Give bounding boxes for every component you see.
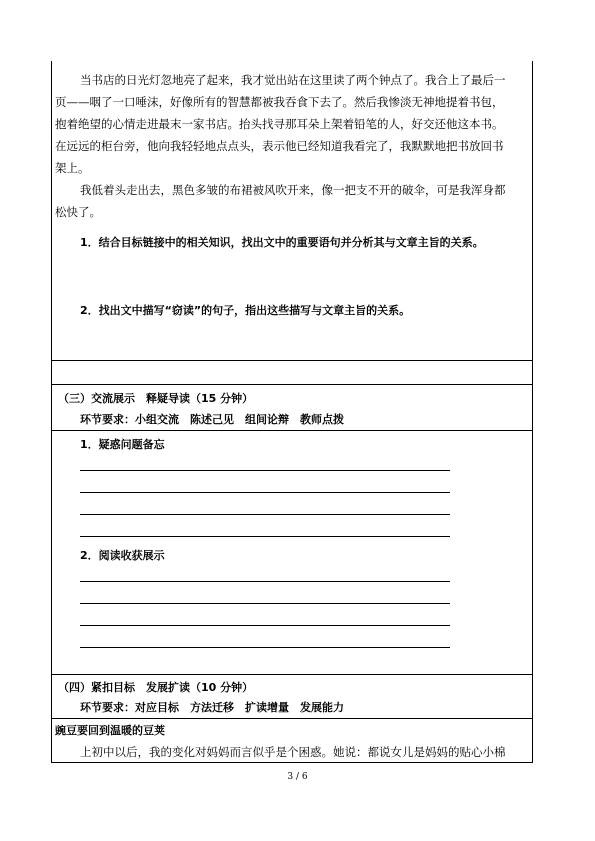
passage-line-7: 松快了。 (55, 205, 101, 219)
section-divider (51, 384, 533, 385)
gain-line-1 (80, 581, 450, 582)
gain-line-3 (80, 625, 450, 626)
gain-line-2 (80, 603, 450, 604)
gain-line-4 (80, 647, 450, 648)
section-4-divider (51, 718, 533, 719)
section-4-divider-top (51, 674, 533, 675)
passage-line-1: 当书店的日光灯忽地亮了起来，我才觉出站在这里读了两个钟点了。我合上了最后一 (80, 73, 506, 87)
memo-line-3 (80, 514, 450, 515)
section-3-title: （三）交流展示 释疑导读（15 分钟） (58, 392, 254, 405)
passage-line-3: 抱着绝望的心情走进最末一家书店。抬头找寻那耳朵上架着铅笔的人，好交还他这本书。 (55, 117, 504, 131)
passage-line-4: 在远远的柜台旁，他向我轻轻地点点头，表示他已经知道我看完了，我默默地把书放回书 (55, 139, 504, 153)
page-number: 3 / 6 (287, 772, 308, 782)
passage-line-5: 架上。 (55, 161, 90, 175)
article-title: 豌豆要回到温暖的豆荚 (55, 724, 165, 737)
section-3-item-2: 2．阅读收获展示 (80, 549, 165, 562)
section-4-requirement: 环节要求：对应目标 方法迁移 扩读增量 发展能力 (80, 701, 344, 714)
section-4-title: （四）紧扣目标 发展扩读（10 分钟） (58, 681, 254, 694)
article-first-line: 上初中以后，我的变化对妈妈而言似乎是个困惑。她说：都说女儿是妈妈的贴心小棉 (80, 745, 506, 759)
section-3-requirement: 环节要求：小组交流 陈述己见 组间论辩 教师点拨 (80, 413, 344, 426)
passage-line-6: 我低着头走出去，黑色多皱的布裙被风吹开来，像一把支不开的破伞，可是我浑身都 (80, 183, 506, 197)
question-2: 2．找出文中描写“窃读”的句子，指出这些描写与文章主旨的关系。 (80, 304, 411, 317)
question-1: 1．结合目标链接中的相关知识，找出文中的重要语句并分析其与文章主旨的关系。 (80, 236, 484, 249)
memo-line-2 (80, 492, 450, 493)
passage-line-2: 页——咽了一口唾沫，好像所有的智慧都被我吞食下去了。然后我惨淡无神地提着书包， (55, 95, 504, 109)
memo-line-4 (80, 536, 450, 537)
section-3-item-1: 1．疑惑问题备忘 (80, 438, 165, 451)
answer-line (51, 360, 533, 361)
section-3-divider (51, 430, 533, 431)
memo-line-1 (80, 470, 450, 471)
